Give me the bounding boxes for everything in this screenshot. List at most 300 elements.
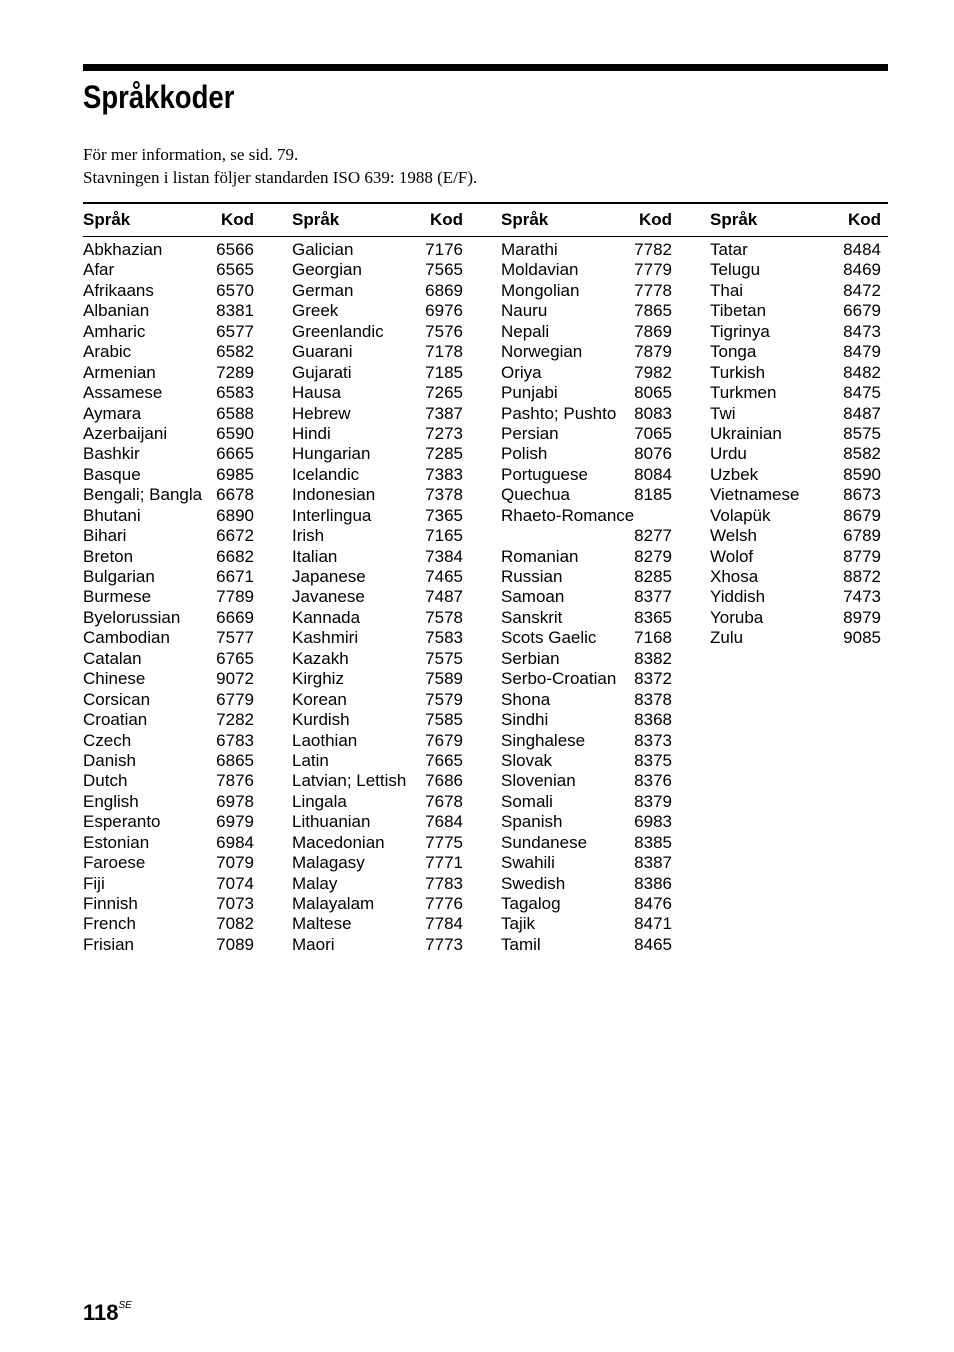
language-name: Quechua: [501, 485, 570, 505]
language-row: [83, 342, 254, 362]
language-row: [292, 669, 463, 689]
language-code: 9085: [843, 628, 881, 648]
language-row: [83, 731, 254, 751]
language-code: 6890: [216, 505, 254, 525]
language-name: Danish: [83, 750, 136, 770]
language-code: 6779: [216, 689, 254, 709]
language-name: Shona: [501, 689, 551, 709]
language-code: 7583: [425, 628, 463, 648]
language-code: 8065: [634, 383, 672, 403]
language-code: 7273: [425, 423, 463, 443]
language-code: 6985: [216, 464, 254, 484]
language-code: 8385: [634, 832, 672, 852]
language-name: Mongolian: [501, 280, 580, 300]
language-code: 7576: [425, 321, 463, 341]
language-row: [83, 322, 254, 342]
language-code: 6590: [216, 423, 254, 443]
language-name: Malayalam: [292, 894, 375, 913]
language-code: 7178: [425, 342, 463, 362]
language-code: 6669: [216, 607, 254, 627]
language-code: 7773: [425, 934, 463, 954]
header-language: Språk: [501, 210, 549, 229]
language-name: Korean: [292, 689, 347, 709]
language-row: [501, 404, 672, 424]
language-row: [83, 281, 254, 301]
language-name: Polish: [501, 444, 548, 464]
language-name: Bulgarian: [83, 567, 155, 586]
language-row: [83, 710, 254, 730]
language-code: 6789: [843, 526, 881, 546]
language-name: Somali: [501, 791, 553, 811]
language-code: 7176: [425, 240, 463, 259]
language-name: Lithuanian: [292, 812, 371, 832]
language-row: [501, 567, 672, 587]
language-row: [292, 485, 463, 505]
page-number-suffix: SE: [118, 1300, 132, 1311]
language-row: [292, 628, 463, 648]
header-code: Kod: [220, 210, 254, 229]
language-name: Yoruba: [710, 607, 764, 627]
language-code: 8279: [634, 546, 672, 566]
language-row: [83, 914, 254, 934]
language-row: [710, 363, 881, 383]
language-name: Latvian; Lettish: [292, 771, 407, 791]
language-code: 7779: [634, 260, 672, 280]
language-name: Hindi: [292, 423, 331, 443]
language-name: Punjabi: [501, 383, 558, 403]
language-row: [710, 424, 881, 444]
language-row: [292, 812, 463, 832]
language-code: 7165: [425, 526, 463, 546]
language-row: [292, 751, 463, 771]
language-code: 8373: [634, 730, 672, 750]
language-code: 8590: [843, 464, 881, 484]
language-code: 7578: [425, 607, 463, 627]
language-name: Volapük: [710, 505, 771, 525]
header-language: Språk: [83, 210, 131, 229]
language-name: Esperanto: [83, 812, 161, 832]
language-name: Lingala: [292, 791, 347, 811]
language-code: 8376: [634, 771, 672, 791]
language-code: 6976: [425, 301, 463, 321]
language-row: [292, 710, 463, 730]
language-row: [292, 833, 463, 853]
language-name: Armenian: [83, 362, 156, 382]
language-name: Rhaeto-Romance: [501, 505, 635, 525]
language-row: [292, 342, 463, 362]
language-name: Croatian: [83, 710, 148, 730]
language-name: Slovenian: [501, 771, 576, 791]
language-name: English: [83, 791, 139, 811]
language-row: [83, 301, 254, 321]
language-name: Yiddish: [710, 587, 766, 607]
language-name: Sindhi: [501, 710, 549, 730]
language-row: [292, 874, 463, 894]
language-name: Kurdish: [292, 710, 350, 730]
language-name: Hebrew: [292, 403, 351, 423]
language-name: Tigrinya: [710, 321, 770, 341]
language-name: Persian: [501, 423, 559, 443]
language-name: German: [292, 280, 354, 300]
language-row: [501, 363, 672, 383]
language-name: Slovak: [501, 750, 553, 770]
language-name: Hungarian: [292, 444, 371, 464]
language-row: [710, 608, 881, 628]
language-name: Bhutani: [83, 505, 141, 525]
language-row: [83, 935, 254, 955]
language-name: Norwegian: [501, 342, 583, 362]
language-code: 7465: [425, 567, 463, 586]
language-row: [501, 792, 672, 812]
language-code: 8582: [843, 444, 881, 464]
language-code: 7387: [425, 403, 463, 423]
language-row: [501, 731, 672, 751]
language-code: 7778: [634, 280, 672, 300]
language-name: Serbian: [501, 648, 560, 668]
language-row: [710, 301, 881, 321]
language-row: [83, 363, 254, 383]
language-row: [710, 485, 881, 505]
language-row: [710, 628, 881, 648]
language-code: 8872: [843, 567, 881, 586]
language-name: Breton: [83, 546, 134, 566]
language-name: Thai: [710, 280, 744, 300]
language-code: 8679: [843, 505, 881, 525]
language-code: 7289: [216, 362, 254, 382]
language-code: 9072: [216, 669, 254, 689]
language-code: 7285: [425, 444, 463, 464]
language-code: 8365: [634, 607, 672, 627]
language-name: Urdu: [710, 444, 747, 464]
language-row: [710, 444, 881, 464]
language-row: [501, 833, 672, 853]
language-code: 7282: [216, 710, 254, 730]
language-code: 6869: [425, 280, 463, 300]
language-row: [292, 731, 463, 751]
language-code: 7378: [425, 485, 463, 505]
language-code: 8277: [634, 526, 672, 546]
language-name: Marathi: [501, 240, 558, 259]
language-row: [501, 322, 672, 342]
language-row: [83, 853, 254, 873]
language-code: 8484: [843, 240, 881, 259]
language-name: Malay: [292, 873, 338, 893]
language-row: [83, 751, 254, 771]
language-name: Tajik: [501, 914, 536, 934]
language-row: [83, 894, 254, 914]
language-code: 7879: [634, 342, 672, 362]
language-name: Catalan: [83, 648, 142, 668]
language-code: 7168: [634, 628, 672, 648]
language-row: [710, 383, 881, 403]
language-row: [501, 424, 672, 444]
language-code: 7678: [425, 791, 463, 811]
language-code: 8372: [634, 669, 672, 689]
language-row: [710, 587, 881, 607]
language-row: [292, 587, 463, 607]
language-code: 7383: [425, 464, 463, 484]
language-code: 7265: [425, 383, 463, 403]
language-name: Pashto; Pushto: [501, 403, 617, 423]
language-code: 8471: [634, 914, 672, 934]
language-code: 6979: [216, 812, 254, 832]
language-code: 7577: [216, 628, 254, 648]
language-code: 8387: [634, 853, 672, 873]
language-code: 8381: [216, 301, 254, 321]
language-row: [292, 771, 463, 791]
language-code: 8476: [634, 894, 672, 913]
language-code: 7065: [634, 423, 672, 443]
language-name: Basque: [83, 464, 141, 484]
language-code: 8979: [843, 607, 881, 627]
language-code: 7074: [216, 873, 254, 893]
language-row: [83, 628, 254, 648]
language-row: [501, 260, 672, 280]
language-row: [501, 281, 672, 301]
language-name: Swedish: [501, 873, 566, 893]
language-name: Zulu: [710, 628, 744, 648]
language-row: [710, 567, 881, 587]
language-code: 7079: [216, 853, 254, 873]
header-code: Kod: [638, 210, 672, 229]
language-name: Ukrainian: [710, 423, 782, 443]
language-row: [501, 485, 672, 505]
language-row: [292, 444, 463, 464]
column-header-2: [292, 208, 463, 232]
language-name: Amharic: [83, 321, 146, 341]
language-name: Faroese: [83, 853, 146, 873]
language-name: Singhalese: [501, 730, 586, 750]
language-code: 6582: [216, 342, 254, 362]
language-name: Macedonian: [292, 832, 385, 852]
language-name: Czech: [83, 730, 132, 750]
language-code: 8377: [634, 587, 672, 607]
language-code: 7089: [216, 934, 254, 954]
header-language: Språk: [710, 210, 758, 229]
language-row: [710, 342, 881, 362]
language-row: [501, 526, 672, 546]
language-row: [83, 833, 254, 853]
language-row: [501, 669, 672, 689]
language-name: Icelandic: [292, 464, 360, 484]
column-header-1: [83, 208, 254, 232]
language-code: 7684: [425, 812, 463, 832]
language-row: [292, 853, 463, 873]
language-name: Xhosa: [710, 567, 759, 586]
language-row: [501, 894, 672, 914]
language-name: Interlingua: [292, 505, 372, 525]
language-name: Bihari: [83, 526, 127, 546]
language-code: 7876: [216, 771, 254, 791]
language-row: [501, 649, 672, 669]
language-name: Samoan: [501, 587, 565, 607]
language-name: Arabic: [83, 342, 132, 362]
language-row: [83, 690, 254, 710]
language-row: [292, 935, 463, 955]
language-row: [710, 506, 881, 526]
language-code: 8673: [843, 485, 881, 505]
page-number: [83, 1299, 132, 1327]
language-code: 8469: [843, 260, 881, 280]
language-name: Byelorussian: [83, 607, 181, 627]
top-rule: [83, 64, 888, 71]
language-name: Kirghiz: [292, 669, 344, 689]
language-row: [292, 404, 463, 424]
language-code: 7575: [425, 648, 463, 668]
language-code: 7783: [425, 873, 463, 893]
language-column-4: [710, 240, 881, 649]
language-code: 7589: [425, 669, 463, 689]
language-row: [710, 547, 881, 567]
language-row: [501, 690, 672, 710]
language-code: 8076: [634, 444, 672, 464]
language-row: [292, 465, 463, 485]
language-name: Sanskrit: [501, 607, 563, 627]
language-row: [501, 383, 672, 403]
language-row: [501, 444, 672, 464]
language-row: [83, 526, 254, 546]
table-header-rule: [83, 236, 888, 237]
language-name: French: [83, 914, 136, 934]
language-row: [292, 506, 463, 526]
language-name: Tonga: [710, 342, 757, 362]
language-row: [83, 485, 254, 505]
language-name: Uzbek: [710, 464, 759, 484]
language-name: Georgian: [292, 260, 362, 280]
language-code: 7082: [216, 914, 254, 934]
language-name: Welsh: [710, 526, 757, 546]
language-code: 8473: [843, 321, 881, 341]
language-row: [292, 363, 463, 383]
language-row: [292, 322, 463, 342]
column-header-3: [501, 208, 672, 232]
language-code: 8379: [634, 791, 672, 811]
language-row: [292, 424, 463, 444]
language-code: 7185: [425, 362, 463, 382]
language-code: 7982: [634, 362, 672, 382]
language-row: [292, 260, 463, 280]
page-number-value: 118: [83, 1300, 119, 1325]
language-name: Cambodian: [83, 628, 170, 648]
language-code: 7865: [634, 301, 672, 321]
language-code: 6679: [843, 301, 881, 321]
language-name: Kannada: [292, 607, 361, 627]
language-name: Russian: [501, 567, 563, 586]
language-name: Aymara: [83, 403, 142, 423]
language-row: [710, 404, 881, 424]
language-row: [501, 547, 672, 567]
language-row: [292, 894, 463, 914]
language-row: [501, 628, 672, 648]
language-row: [710, 465, 881, 485]
language-row: [292, 383, 463, 403]
language-code: 7782: [634, 240, 672, 259]
intro-line-1: För mer information, se sid. 79.: [83, 145, 299, 164]
language-name: Romanian: [501, 546, 579, 566]
language-name: Tamil: [501, 934, 541, 954]
language-name: Tatar: [710, 240, 748, 259]
language-code: 6588: [216, 403, 254, 423]
language-row: [83, 587, 254, 607]
language-name: Corsican: [83, 689, 151, 709]
language-row: [501, 506, 672, 526]
language-code: 7771: [425, 853, 463, 873]
language-row: [83, 404, 254, 424]
language-row: [501, 914, 672, 934]
language-row: [292, 301, 463, 321]
language-code: 6672: [216, 526, 254, 546]
language-name: Kazakh: [292, 648, 349, 668]
language-name: Javanese: [292, 587, 365, 607]
language-name: Indonesian: [292, 485, 376, 505]
language-name: Spanish: [501, 812, 563, 832]
language-name: Tibetan: [710, 301, 767, 321]
language-code: 6682: [216, 546, 254, 566]
language-name: Malagasy: [292, 853, 365, 873]
language-row: [292, 547, 463, 567]
language-code: 8779: [843, 546, 881, 566]
language-name: Italian: [292, 546, 338, 566]
language-code: 7585: [425, 710, 463, 730]
language-row: [501, 710, 672, 730]
language-row: [710, 322, 881, 342]
language-name: Telugu: [710, 260, 761, 280]
language-name: Estonian: [83, 832, 150, 852]
language-name: Irish: [292, 526, 325, 546]
language-name: Frisian: [83, 934, 135, 954]
language-name: Bengali; Bangla: [83, 485, 203, 505]
column-header-4: [710, 208, 881, 232]
language-code: 7686: [425, 771, 463, 791]
language-row: [292, 792, 463, 812]
language-name: Greenlandic: [292, 321, 384, 341]
language-row: [83, 383, 254, 403]
language-code: 6570: [216, 280, 254, 300]
language-code: 6577: [216, 321, 254, 341]
language-row: [83, 812, 254, 832]
language-name: Moldavian: [501, 260, 579, 280]
language-row: [292, 240, 463, 260]
language-name: Scots Gaelic: [501, 628, 597, 648]
intro-text: [83, 143, 477, 189]
language-name: Turkmen: [710, 383, 777, 403]
language-row: [292, 281, 463, 301]
language-row: [501, 608, 672, 628]
language-code: 7565: [425, 260, 463, 280]
language-name: Azerbaijani: [83, 423, 168, 443]
language-name: Bashkir: [83, 444, 140, 464]
language-row: [83, 649, 254, 669]
language-code: 6565: [216, 260, 254, 280]
language-code: 8185: [634, 485, 672, 505]
language-code: 8084: [634, 464, 672, 484]
language-row: [501, 935, 672, 955]
language-name: Latin: [292, 750, 329, 770]
language-row: [501, 587, 672, 607]
language-code: 7869: [634, 321, 672, 341]
language-code: 8487: [843, 403, 881, 423]
language-row: [292, 914, 463, 934]
language-code: 7073: [216, 894, 254, 913]
language-column-2: [292, 240, 463, 955]
language-name: Afrikaans: [83, 280, 154, 300]
language-row: [501, 771, 672, 791]
language-row: [292, 690, 463, 710]
language-code: 8482: [843, 362, 881, 382]
language-name: Tagalog: [501, 894, 561, 913]
language-code: 8378: [634, 689, 672, 709]
language-code: 7665: [425, 750, 463, 770]
